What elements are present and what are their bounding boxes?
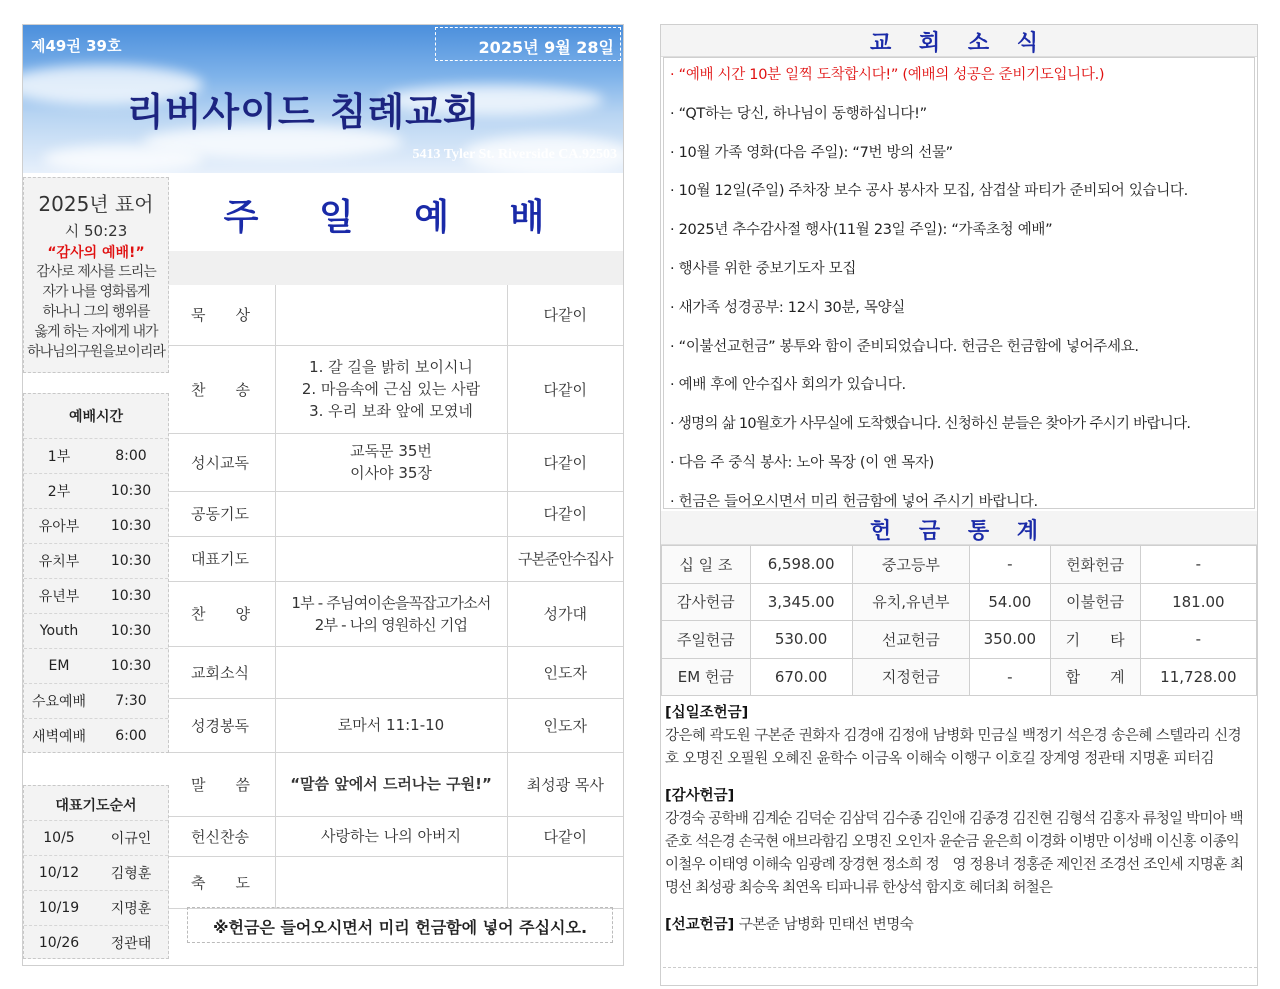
prayer-leader: 지명훈: [110, 901, 152, 917]
stat-label: 주일헌금: [662, 621, 751, 659]
news-item: · “예배 시간 10분 일찍 도착합시다!” (예배의 성공은 준비기도입니다.): [670, 67, 1105, 83]
stat-label: 유치,유년부: [852, 583, 970, 621]
news-item: · 2025년 추수감사절 행사(11월 23일 주일): “가족초청 예배”: [670, 222, 1053, 239]
worship-item-label: 공동기도: [169, 491, 275, 536]
sermon-title: “말씀 앞에서 드러나는 구원!”: [275, 752, 507, 816]
service-time: 10:30: [110, 588, 152, 604]
worship-item-label: 성시교독: [169, 433, 275, 491]
worship-row: [169, 491, 623, 536]
service-time-row: [24, 683, 168, 718]
prayer-leader: 김형훈: [110, 866, 152, 882]
worship-row: [169, 285, 623, 345]
motto-year-label: 2025년 표어: [38, 192, 154, 216]
worship-row: [169, 856, 623, 908]
worship-row: [169, 433, 623, 491]
verse-line: 감사로 제사를 드리는: [36, 264, 156, 280]
prayer-order-row: [24, 855, 168, 890]
worship-item-content: [275, 581, 507, 646]
stat-total: 11,728.00: [1140, 658, 1256, 696]
stat-value: 530.00: [750, 621, 852, 659]
service-time-row: [24, 508, 168, 543]
worship-item-content: 로마서 11:1-10: [275, 698, 507, 752]
donor-names: 강경숙 공학배 김계순 김덕순 김삼덕 김수종 김인애 김종경 김진현 김형석 김홍자 류청일 박미아 백준호 석은경 손국현 애브라함김 오명진 오인자 윤순금 윤은희 이경화 이병만 이성배 이신홍 이종익 이철우 이태영 이해숙 임광례 장경현 정소희 정 영 정용녀 정홍준 제인전 조경선 조인세 지명훈 최명선 최성광 최승욱 최연옥 티파니류 한상석 함지호 헤더최 허철은: [665, 811, 1244, 896]
preacher-name: 최성광 목사: [507, 752, 623, 816]
offering-stats-title: 헌 금 통 계: [661, 511, 1257, 545]
worship-item-content: [275, 856, 507, 908]
worship-item-content: [275, 285, 507, 345]
news-item: · 헌금은 들어오시면서 미리 헌금함에 넣어 주시기 바랍니다.: [670, 493, 1038, 510]
stats-row: [662, 583, 1257, 621]
stat-label: 감사헌금: [662, 583, 751, 621]
service-time-row: [24, 648, 168, 683]
prayer-date: 10/12: [38, 865, 80, 881]
service-name: 1부: [47, 449, 71, 465]
service-time: 6:00: [115, 728, 147, 744]
stat-value: -: [970, 658, 1050, 696]
yearly-motto-box: [23, 177, 169, 373]
stat-label: 헌화헌금: [1050, 546, 1140, 584]
news-item: · 새가족 성경공부: 12시 30분, 목양실: [670, 299, 905, 316]
worship-item-label: 교회소식: [169, 646, 275, 698]
worship-row: [169, 752, 623, 816]
service-time-row: [24, 473, 168, 508]
news-item: · “이불선교헌금” 봉투와 함이 준비되었습니다. 헌금은 헌금함에 넣어주세요.: [670, 338, 1139, 355]
prayer-leader: 이규인: [110, 831, 152, 847]
page-bottom-rule: [663, 967, 1257, 985]
worship-row: [169, 816, 623, 856]
stat-label: EM 헌금: [662, 658, 751, 696]
service-time: 10:30: [110, 623, 152, 639]
worship-item-content: 사랑하는 나의 아버지: [275, 816, 507, 856]
news-item: · 예배 후에 안수집사 회의가 있습니다.: [670, 377, 906, 394]
worship-row: [169, 345, 623, 433]
church-name: 리버사이드 침례교회: [127, 90, 481, 134]
stat-value: 54.00: [970, 583, 1050, 621]
worship-item-content: [275, 345, 507, 433]
stat-label: 이불헌금: [1050, 583, 1140, 621]
news-item: · 다음 주 중식 봉사: 노아 목장 (이 앤 목자): [670, 454, 934, 471]
donor-group-heading: [감사헌금]: [665, 788, 735, 804]
hymn-line: 3. 우리 보좌 앞에 모였네: [309, 402, 473, 420]
stat-value: 181.00: [1140, 583, 1256, 621]
motto-title: “감사의 예배!”: [47, 245, 145, 261]
news-list: [663, 57, 1255, 509]
praise-line: 1부 - 주님여이손을꼭잡고가소서: [291, 593, 491, 612]
bulletin-date: 2025년 9월 28일: [435, 27, 621, 61]
stat-label: 기 타: [1050, 621, 1140, 659]
worship-item-leader: 다같이: [507, 345, 623, 433]
praise-line: 2부 - 나의 영원하신 기업: [314, 615, 468, 634]
stat-value: -: [1140, 546, 1256, 584]
service-time-row: [24, 543, 168, 578]
stat-label: 중고등부: [852, 546, 970, 584]
worship-item-label: 말 씀: [169, 752, 275, 816]
prayer-order-row: [24, 890, 168, 925]
stat-value: 670.00: [750, 658, 852, 696]
stat-value: 3,345.00: [750, 583, 852, 621]
worship-row: [169, 581, 623, 646]
responsive-reading-line: 이사야 35장: [350, 464, 432, 482]
stat-label: 십 일 조: [662, 546, 751, 584]
worship-item-leader: 다같이: [507, 433, 623, 491]
worship-row: [169, 646, 623, 698]
prayer-order-title: 대표기도순서: [55, 798, 137, 814]
service-name: 새벽예배: [31, 729, 87, 745]
stat-label: 지정헌금: [852, 658, 970, 696]
prayer-order-box: [23, 785, 169, 959]
service-name: 2부: [47, 484, 71, 500]
donor-lists: [661, 696, 1257, 937]
stat-label: 선교헌금: [852, 621, 970, 659]
prayer-order-row: [24, 820, 168, 855]
service-name: Youth: [39, 623, 79, 639]
stat-value: -: [970, 546, 1050, 584]
prayer-date: 10/5: [43, 830, 75, 846]
worship-item-label: 헌신찬송: [169, 816, 275, 856]
service-time: 7:30: [115, 693, 147, 709]
service-name: 유치부: [38, 554, 80, 570]
service-times-box: [23, 393, 169, 753]
stats-row: [662, 658, 1257, 696]
news-item: · 행사를 위한 중보기도자 모집: [670, 260, 857, 277]
service-time-row: [24, 613, 168, 648]
worship-order-table: [169, 285, 623, 909]
service-name: 유년부: [38, 589, 80, 605]
verse-reference: 시 50:23: [64, 222, 128, 240]
donor-group-mission: [665, 914, 1253, 937]
worship-item-label: 대표기도: [169, 536, 275, 581]
verse-line: 옳게 하는 자에게 내가: [34, 324, 158, 340]
volume-number: 제49권 39호: [31, 37, 122, 55]
verse-line: 자가 나를 영화롭게: [42, 284, 150, 300]
stat-value: 6,598.00: [750, 546, 852, 584]
stat-value: 350.00: [970, 621, 1050, 659]
donor-group-tithe: [665, 702, 1253, 771]
service-time-row: [24, 438, 168, 473]
hymn-line: 2. 마음속에 근심 있는 사람: [301, 380, 481, 398]
prayer-date: 10/26: [38, 935, 80, 951]
verse-line: 하나님의구원을보이리라: [27, 344, 165, 360]
worship-item-leader: 인도자: [507, 646, 623, 698]
donor-names: 구본준 남병화 민태선 변명숙: [738, 917, 914, 933]
offering-stats-table: [661, 545, 1257, 696]
news-item: · 10월 12일(주일) 주차장 보수 공사 봉사자 모집, 삼겹살 파티가 준비되어 있습니다.: [670, 183, 1188, 200]
worship-item-content: [275, 646, 507, 698]
prayer-order-row: [24, 925, 168, 960]
worship-item-leader: 다같이: [507, 491, 623, 536]
worship-item-content: [275, 433, 507, 491]
prayer-date: 10/19: [38, 900, 80, 916]
service-time-row: [24, 578, 168, 613]
service-times-title: 예배시간: [68, 409, 124, 425]
worship-item-leader: [507, 856, 623, 908]
stats-row: [662, 621, 1257, 659]
worship-item-label: 축 도: [169, 856, 275, 908]
worship-item-leader: 다같이: [507, 285, 623, 345]
news-item: · 10월 가족 영화(다음 주일): “7번 방의 선물”: [670, 144, 953, 161]
service-time: 8:00: [115, 448, 147, 464]
service-name: EM: [48, 658, 70, 674]
donor-group-heading: [선교헌금]: [665, 917, 735, 933]
header-banner: [23, 25, 623, 173]
hymn-line: 1. 갈 길을 밝히 보이시니: [309, 358, 473, 376]
service-time: 10:30: [110, 553, 152, 569]
offering-note: ※헌금은 들어오시면서 미리 헌금함에 넣어 주십시오.: [187, 907, 613, 943]
news-item: · 생명의 삶 10월호가 사무실에 도착했습니다. 신청하신 분들은 찾아가 주시기 바랍니다.: [670, 416, 1191, 433]
worship-item-content: [275, 491, 507, 536]
worship-item-label: 성경봉독: [169, 698, 275, 752]
service-time: 10:30: [110, 658, 152, 674]
worship-row: [169, 698, 623, 752]
donor-group-heading: [십일조헌금]: [665, 705, 749, 721]
service-time: 10:30: [110, 518, 152, 534]
worship-row: [169, 536, 623, 581]
worship-item-content: [275, 536, 507, 581]
worship-item-label: 찬 송: [169, 345, 275, 433]
news-title: 교 회 소 식: [661, 25, 1257, 57]
service-time-row: [24, 718, 168, 753]
worship-item-leader: 다같이: [507, 816, 623, 856]
worship-item-leader: 인도자: [507, 698, 623, 752]
bulletin-left-page: [22, 24, 624, 966]
stat-value: -: [1140, 621, 1256, 659]
verse-line: 하나니 그의 행위를: [42, 304, 150, 320]
worship-item-leader: 성가대: [507, 581, 623, 646]
worship-item-leader: 구본준안수집사: [507, 536, 623, 581]
service-time: 10:30: [110, 483, 152, 499]
prayer-leader: 정관태: [110, 936, 152, 952]
worship-title: 주 일 예 배: [223, 197, 569, 238]
responsive-reading-line: 교독문 35번: [350, 442, 432, 460]
donor-names: 강은혜 곽도원 구본준 권화자 김경애 김정애 남병화 민금실 백정기 석은경 송은혜 스텔라리 신경호 오명진 오필원 오혜진 윤학수 이금옥 이해숙 이행구 이호길 장계영 정관태 지명훈 피터김: [665, 728, 1242, 767]
verse-text: [24, 262, 168, 362]
worship-item-label: 찬 양: [169, 581, 275, 646]
church-address: 5413 Tyler St. Riverside CA.92503: [412, 147, 617, 162]
donor-group-thanks: [665, 785, 1253, 900]
service-name: 수요예배: [31, 694, 87, 710]
bulletin-right-page: [660, 24, 1258, 986]
stats-row: [662, 546, 1257, 584]
worship-divider-band: [169, 251, 623, 285]
news-item: · “QT하는 당신, 하나님이 동행하십니다!”: [670, 105, 927, 122]
service-name: 유아부: [38, 519, 80, 535]
stat-label: 합 계: [1050, 658, 1140, 696]
worship-item-label: 묵 상: [169, 285, 275, 345]
